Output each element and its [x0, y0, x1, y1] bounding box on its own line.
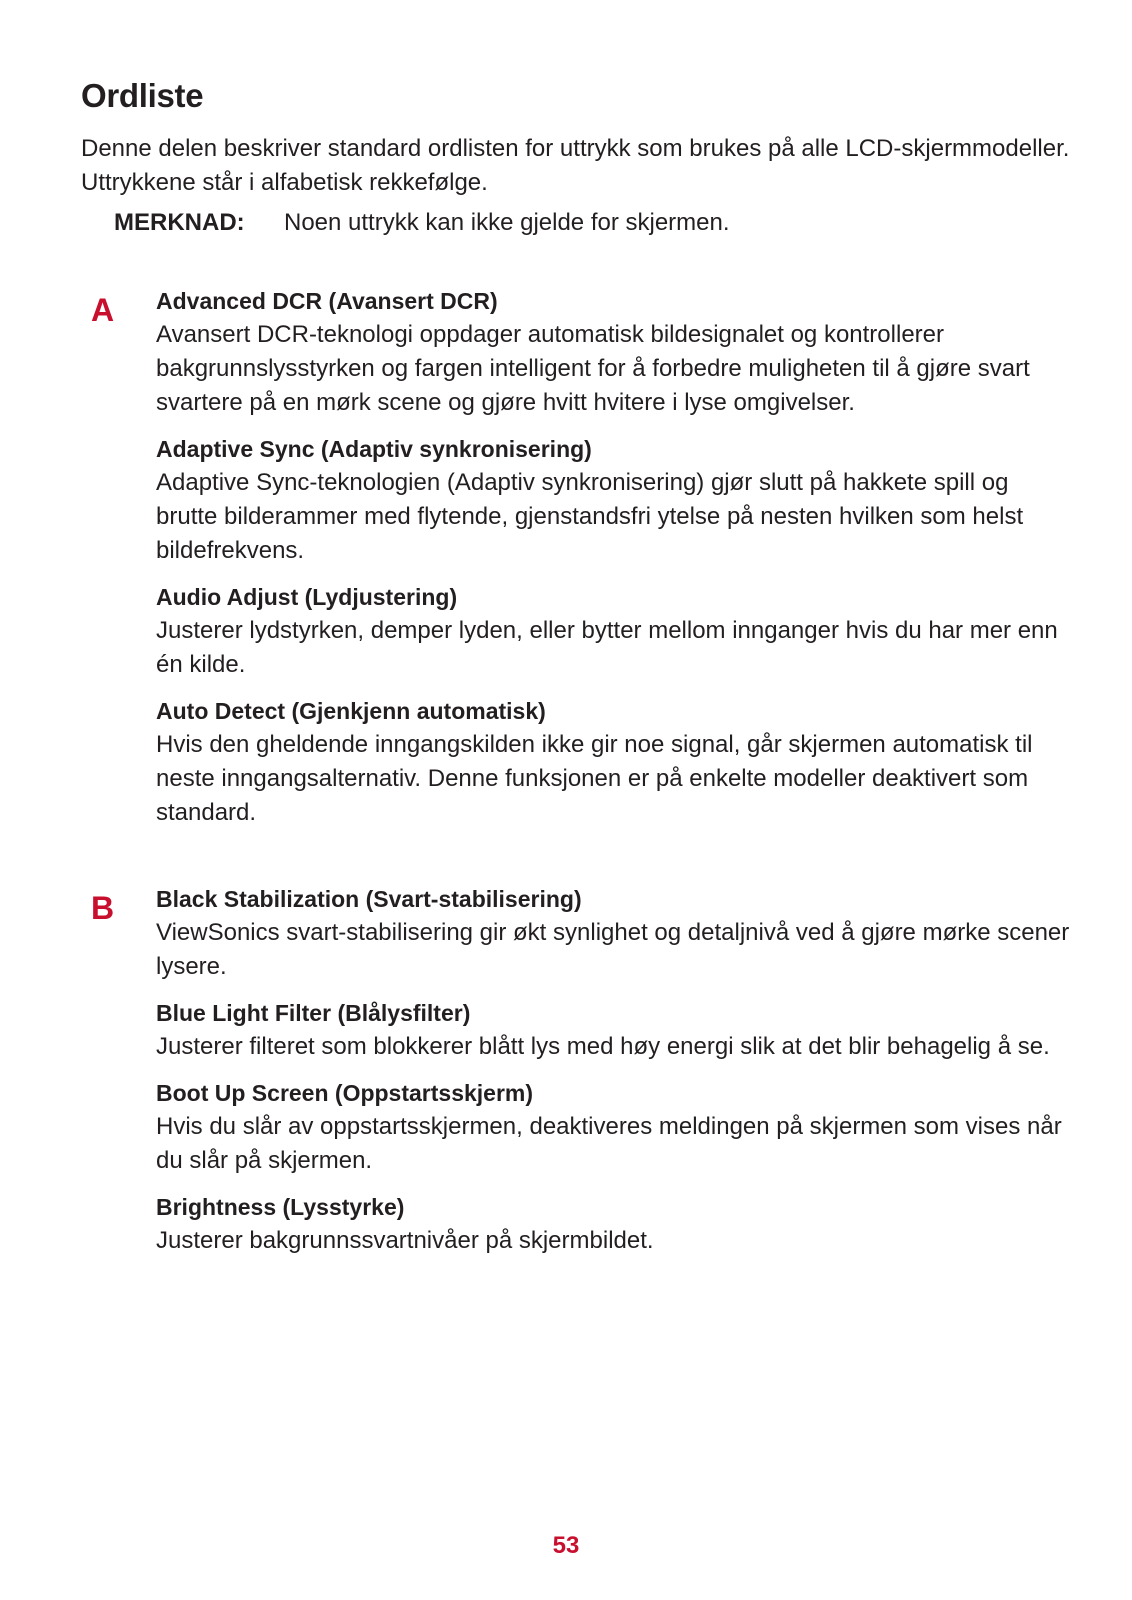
glossary-entry — [156, 882, 1076, 984]
entry-term: Brightness (Lysstyrke) — [156, 1194, 405, 1220]
entry-description: Justerer lydstyrken, demper lyden, eller bytter mellom innganger hvis du har mer enn én kilde. — [156, 617, 1058, 678]
entry-term: Adaptive Sync (Adaptiv synkronisering) — [156, 436, 592, 462]
section-letter: B — [91, 890, 115, 926]
note-label: MERKNAD: — [114, 209, 245, 236]
entry-term: Black Stabilization (Svart-stabilisering) — [156, 886, 582, 912]
glossary-entry — [156, 432, 1076, 568]
entry-term: Blue Light Filter (Blålysfilter) — [156, 1000, 471, 1026]
entry-description: Hvis du slår av oppstartsskjermen, deaktiveres meldingen på skjermen som vises når du slår på skjermen. — [156, 1113, 1062, 1174]
entry-description: Hvis den gheldende inngangskilden ikke gir noe signal, går skjermen automatisk til neste inngangsalternativ. Denne funksjonen er på enkelte modeller deaktivert som standard. — [156, 731, 1033, 826]
entry-term: Advanced DCR (Avansert DCR) — [156, 288, 498, 314]
section-letter: A — [91, 292, 115, 328]
entry-term: Audio Adjust (Lydjustering) — [156, 584, 458, 610]
entry-description: Justerer bakgrunnssvartnivåer på skjermbildet. — [156, 1227, 654, 1254]
note-text: Noen uttrykk kan ikke gjelde for skjermen. — [284, 209, 730, 236]
entry-description: ViewSonics svart-stabilisering gir økt synlighet og detaljnivå ved å gjøre mørke scener lysere. — [156, 919, 1070, 980]
glossary-entries — [156, 284, 1076, 842]
intro-text: Denne delen beskriver standard ordlisten for uttrykk som brukes på alle LCD-skjermmodeller. Uttrykkene står i alfabetisk rekkefølge. — [81, 135, 1070, 196]
entry-term: Auto Detect (Gjenkjenn automatisk) — [156, 698, 546, 724]
glossary-entry — [156, 1076, 1076, 1178]
glossary-entry — [156, 996, 1076, 1064]
entry-description: Adaptive Sync-teknologien (Adaptiv synkronisering) gjør slutt på hakkete spill og brutte bilderammer med flytende, gjenstandsfri ytelse på nesten hvilken som helst bildefrekvens. — [156, 469, 1024, 564]
page-title: Ordliste — [81, 77, 204, 114]
glossary-entry — [156, 694, 1076, 830]
note — [114, 206, 730, 240]
glossary-entry — [156, 580, 1076, 682]
entry-description: Avansert DCR-teknologi oppdager automatisk bildesignalet og kontrollerer bakgrunnslysstyrken og fargen intelligent for å forbedre muligheten til å gjøre svart svartere på en mørk scene og gjøre hvitt hvitere i lyse omgivelser. — [156, 321, 1030, 416]
page-number: 53 — [552, 1532, 580, 1559]
glossary-entry — [156, 284, 1076, 420]
entry-term: Boot Up Screen (Oppstartsskjerm) — [156, 1080, 534, 1106]
glossary-entries — [156, 882, 1076, 1270]
glossary-entry — [156, 1190, 1076, 1258]
entry-description: Justerer filteret som blokkerer blått lys med høy energi slik at det blir behagelig å se. — [156, 1033, 1050, 1060]
